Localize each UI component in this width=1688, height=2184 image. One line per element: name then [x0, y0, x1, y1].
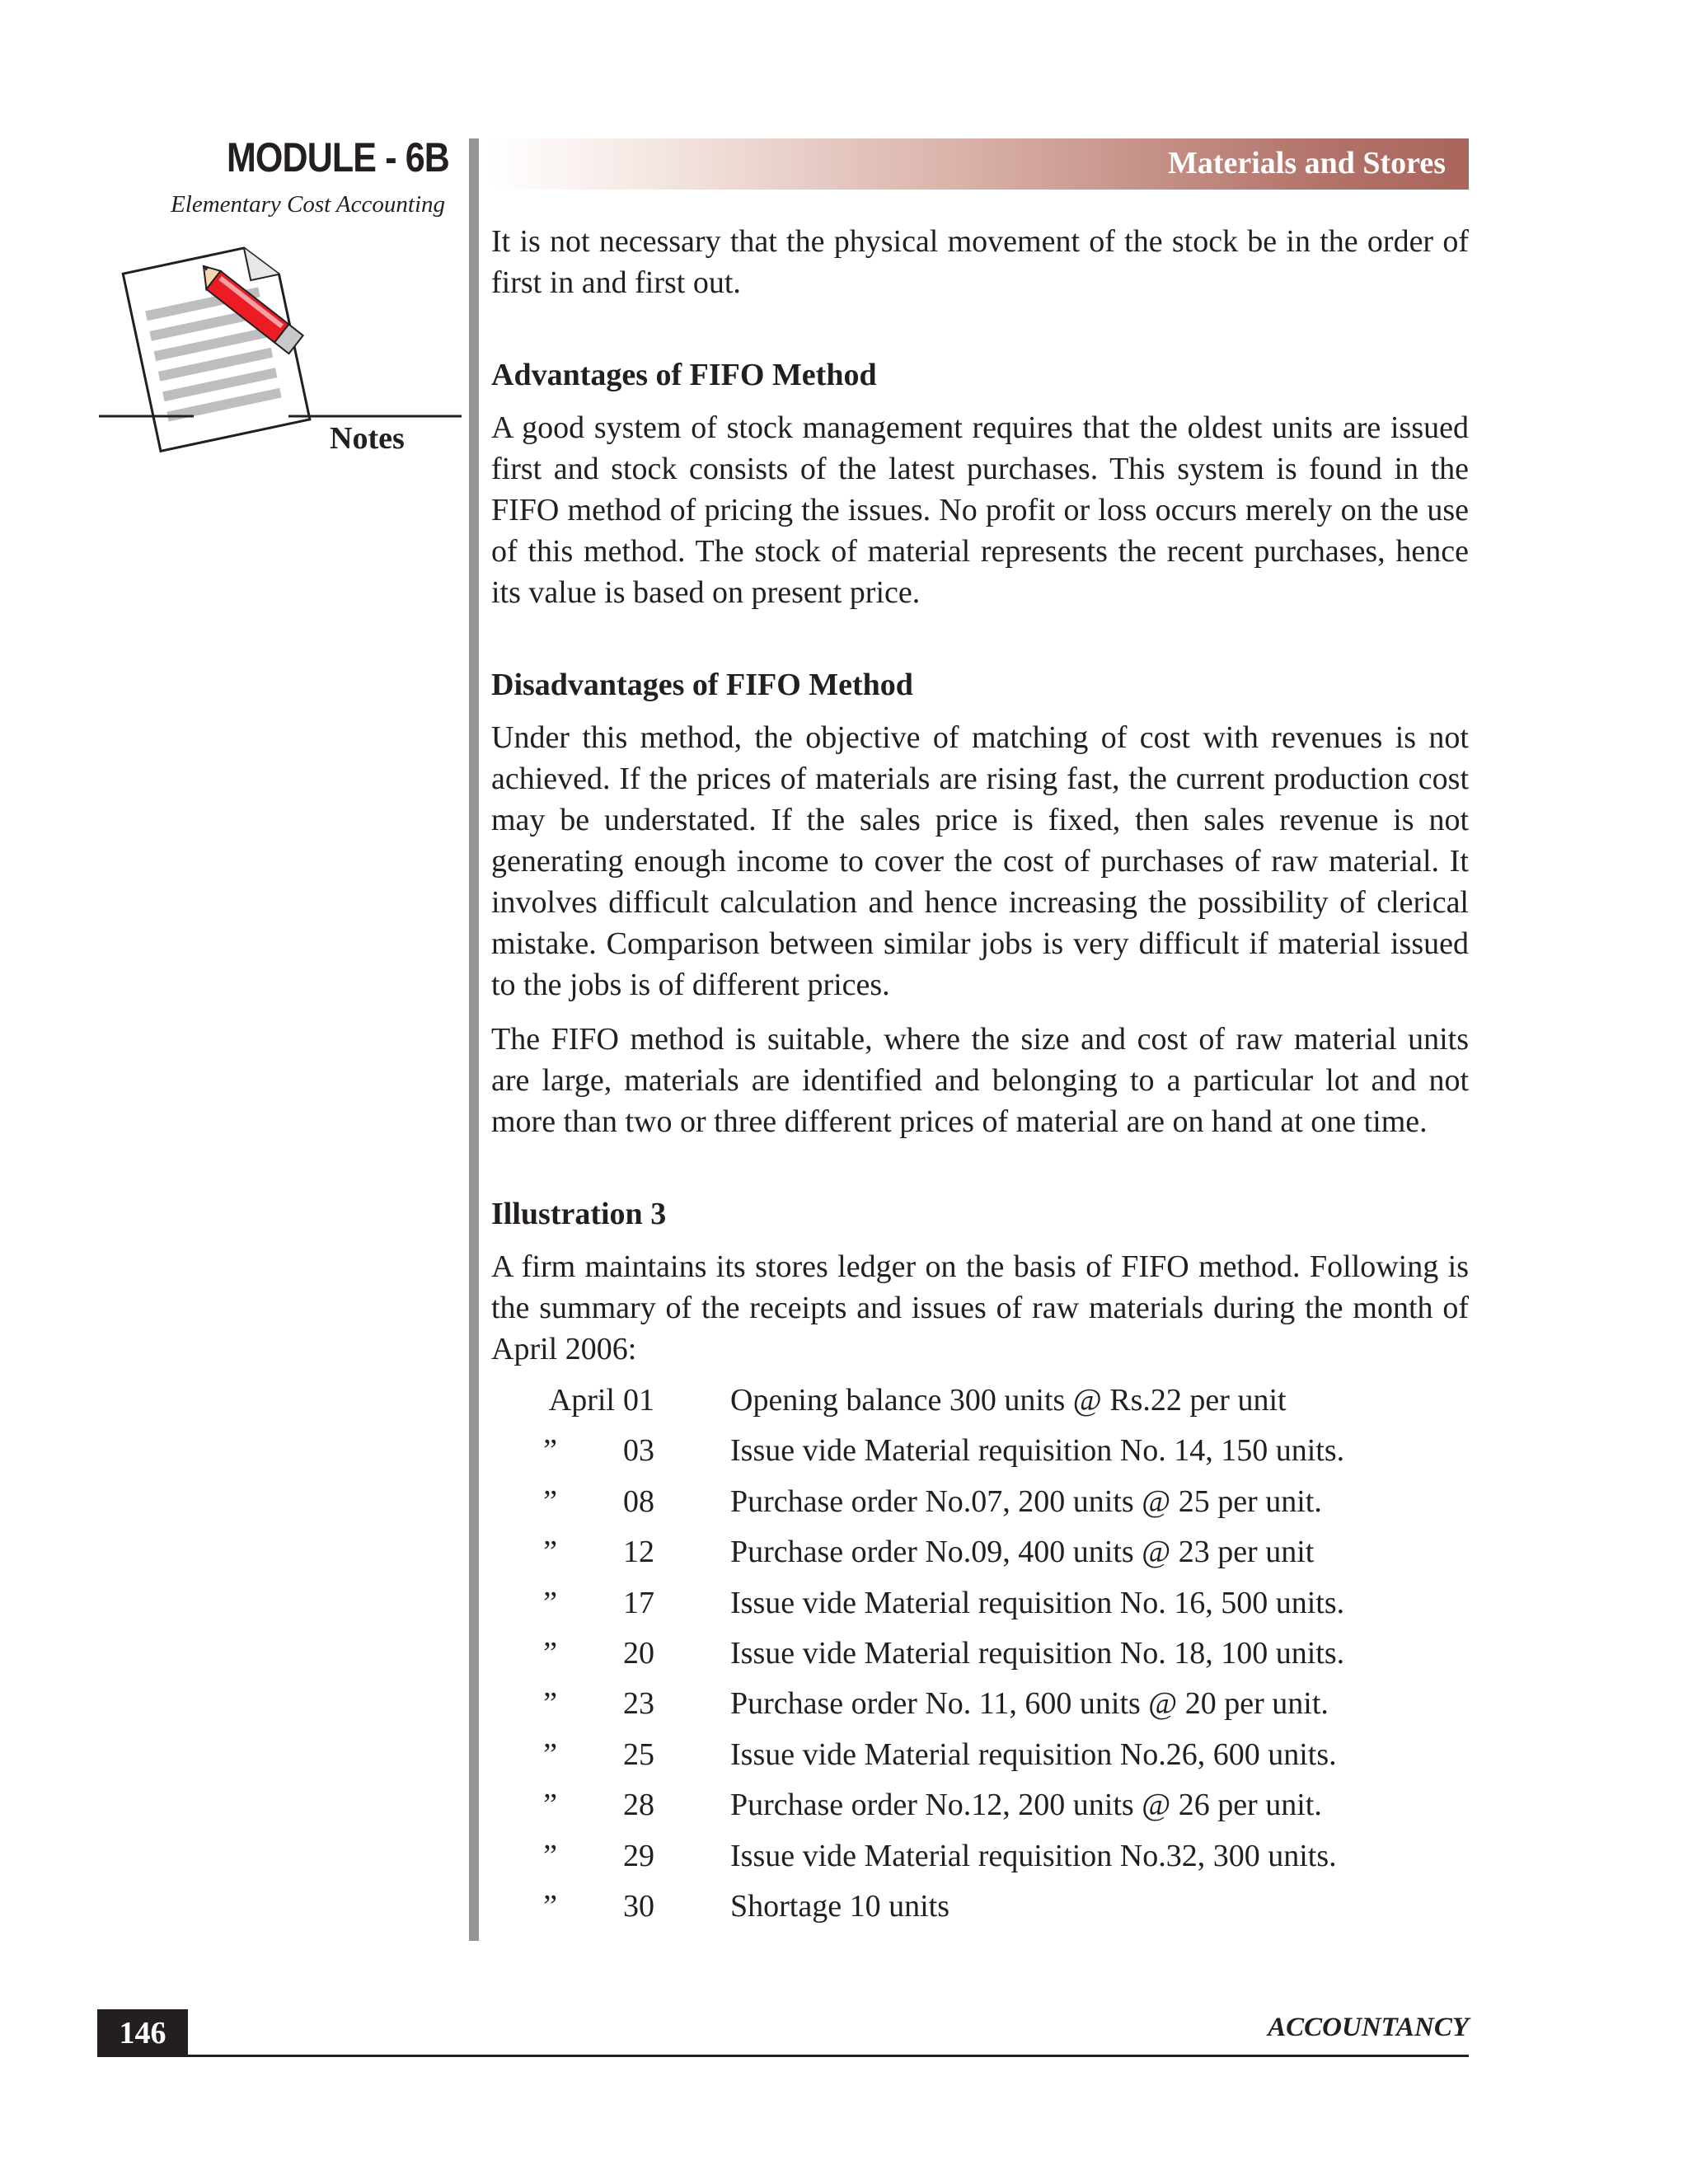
day-label: 01	[623, 1383, 654, 1418]
transaction-list	[491, 1380, 1469, 1936]
module-subtitle: Elementary Cost Accounting	[171, 191, 445, 218]
entry-text: Issue vide Material requisition No.32, 300 units.	[730, 1838, 1337, 1873]
list-item	[491, 1481, 1469, 1531]
list-item	[491, 1835, 1469, 1886]
entry-text: Issue vide Material requisition No. 18, 100 units.	[730, 1635, 1345, 1671]
module-title: MODULE - 6B	[226, 134, 449, 180]
list-item	[491, 1633, 1469, 1683]
day-label: 25	[623, 1736, 654, 1772]
entry-text: Shortage 10 units	[730, 1888, 950, 1924]
list-item	[491, 1582, 1469, 1633]
illustration-heading: Illustration 3	[491, 1197, 667, 1231]
ditto-mark: ”	[543, 1888, 557, 1924]
day-label: 17	[623, 1585, 654, 1620]
day-label: 30	[623, 1888, 654, 1924]
entry-text: Issue vide Material requisition No. 16, 500 units.	[730, 1585, 1345, 1620]
disadvantages-heading: Disadvantages of FIFO Method	[491, 668, 913, 702]
footer-subject: ACCOUNTANCY	[1268, 2013, 1469, 2042]
ditto-mark: ”	[543, 1736, 557, 1772]
page-number: 146	[97, 2009, 188, 2057]
list-item	[491, 1683, 1469, 1733]
day-label: 29	[623, 1838, 654, 1873]
ditto-mark: ”	[543, 1433, 557, 1469]
ditto-mark: ”	[543, 1635, 557, 1671]
ditto-mark: ”	[543, 1483, 557, 1519]
entry-text: Purchase order No. 11, 600 units @ 20 per unit.	[730, 1686, 1329, 1722]
ditto-mark: ”	[543, 1585, 557, 1620]
list-item	[491, 1734, 1469, 1784]
ditto-mark: ”	[543, 1535, 557, 1570]
ditto-mark: ”	[543, 1686, 557, 1722]
entry-text: Issue vide Material requisition No.26, 600 units.	[730, 1736, 1337, 1772]
advantages-paragraph: A good system of stock management requires that the oldest units are issued first and stock consists of the latest purchases. This system is found in the FIFO method of pricing the issues. No profit or loss occurs merely on the use of this method. The stock of material represents the recent purchases, hence its value is based on present price.	[491, 410, 1469, 610]
ditto-mark: ”	[543, 1788, 557, 1823]
day-label: 20	[623, 1635, 654, 1671]
margin-divider	[469, 138, 479, 1941]
disadvantages-paragraph: Under this method, the objective of matching of cost with revenues is not achieved. If the prices of materials are rising fast, the current production cost may be understated. If the sales price is fixed, then sales revenue is not generating enough income to cover the cost of purchases of raw material. It involves difficult calculation and hence increasing the possibility of clerical mistake. Comparison between similar jobs is very difficult if material issued to the jobs is of different prices.	[491, 720, 1469, 1002]
list-item	[491, 1784, 1469, 1835]
ditto-mark: ”	[543, 1838, 557, 1873]
chapter-title: Materials and Stores	[1167, 146, 1446, 180]
month-label: April	[548, 1383, 615, 1418]
advantages-heading: Advantages of FIFO Method	[491, 358, 877, 392]
chapter-header-band	[491, 138, 1469, 190]
illustration-paragraph: A firm maintains its stores ledger on the basis of FIFO method. Following is the summary of the receipts and issues of raw materials during the month of April 2006:	[491, 1249, 1469, 1366]
entry-text: Purchase order No.12, 200 units @ 26 per unit.	[730, 1788, 1322, 1823]
suitability-paragraph: The FIFO method is suitable, where the size and cost of raw material units are large, materials are identified and belonging to a particular lot and not more than two or three different prices of material are on hand at one time.	[491, 1022, 1469, 1139]
entry-text: Issue vide Material requisition No. 14, 150 units.	[730, 1433, 1345, 1469]
list-item	[491, 1430, 1469, 1480]
day-label: 23	[623, 1686, 654, 1722]
entry-text: Purchase order No.09, 400 units @ 23 per unit	[730, 1535, 1315, 1570]
notes-label: Notes	[330, 421, 405, 456]
day-label: 28	[623, 1788, 654, 1823]
day-label: 08	[623, 1483, 654, 1519]
intro-paragraph: It is not necessary that the physical movement of the stock be in the order of first in and first out.	[491, 224, 1469, 300]
list-item	[491, 1380, 1469, 1430]
list-item	[491, 1531, 1469, 1582]
day-label: 03	[623, 1433, 654, 1469]
notes-pencil-icon	[95, 223, 466, 462]
entry-text: Purchase order No.07, 200 units @ 25 per unit.	[730, 1483, 1322, 1519]
day-label: 12	[623, 1535, 654, 1570]
entry-text: Opening balance 300 units @ Rs.22 per unit	[730, 1383, 1287, 1418]
footer-rule	[97, 2055, 1469, 2057]
main-content	[491, 221, 1469, 1936]
list-item	[491, 1886, 1469, 1936]
